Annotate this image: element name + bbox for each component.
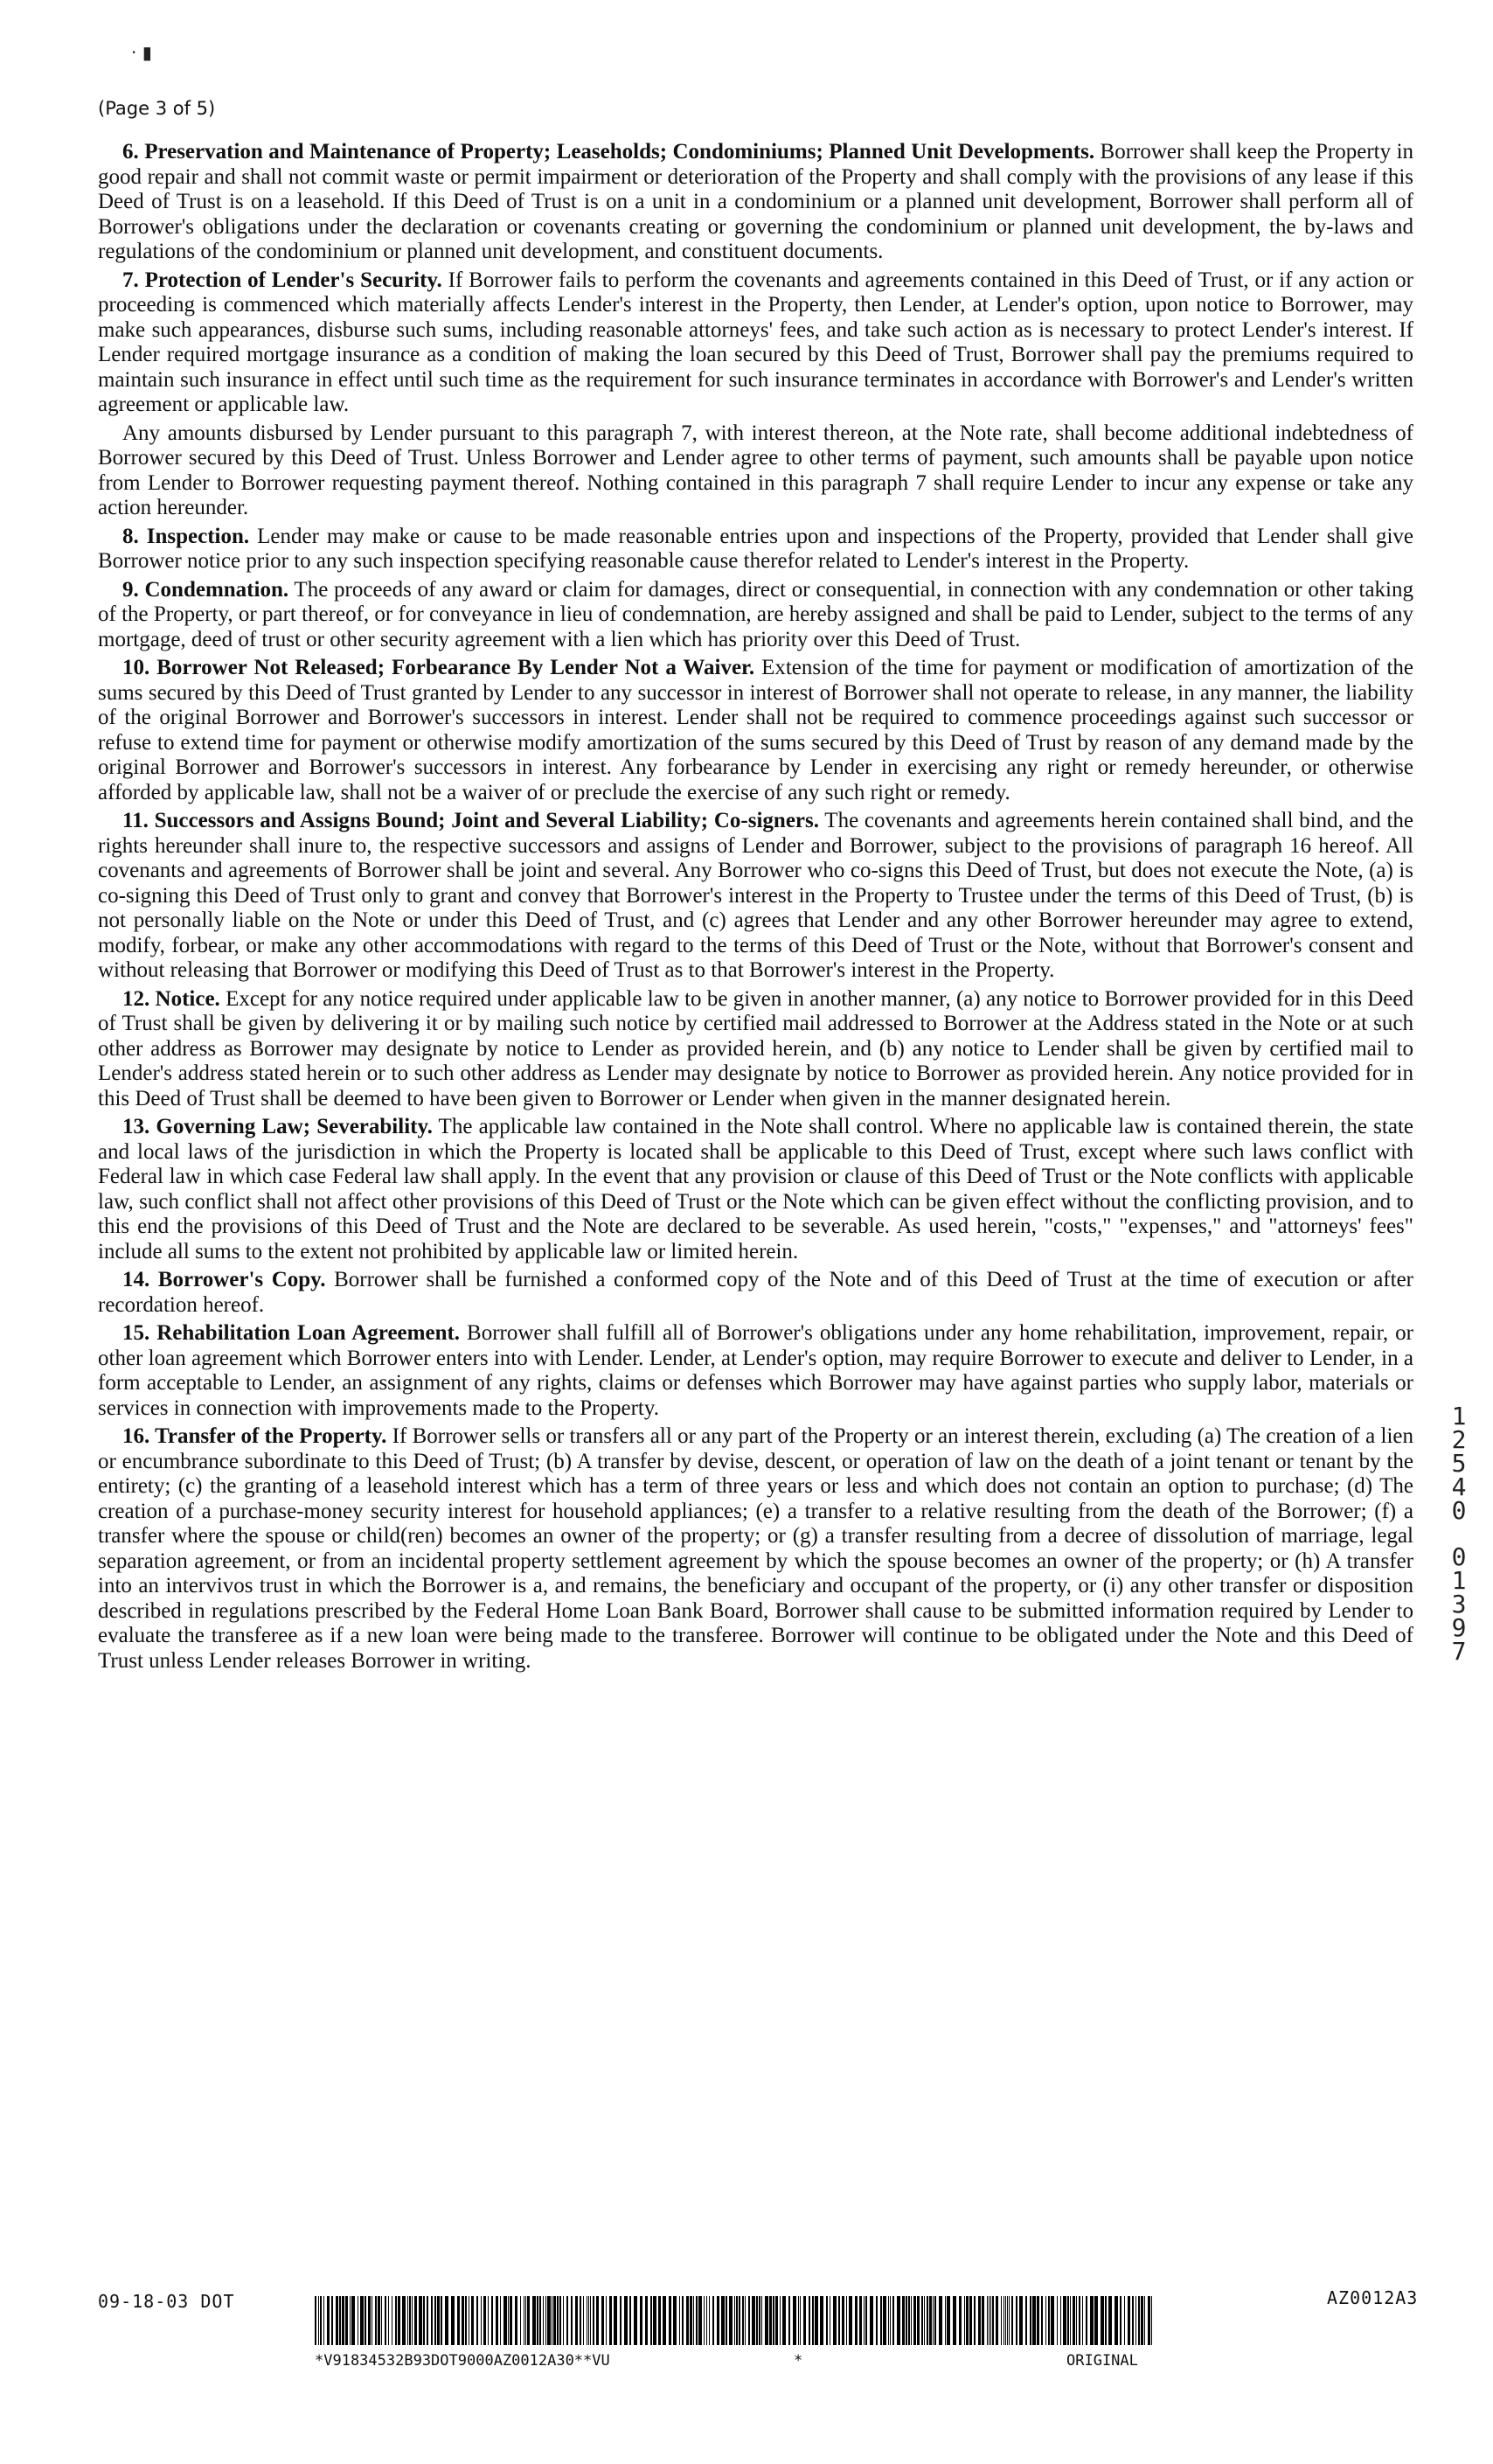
barcode-bar [331, 2296, 333, 2345]
barcode-bar [543, 2296, 544, 2345]
barcode-bar [712, 2296, 714, 2345]
section-heading: 7. Protection of Lender's Security. [122, 268, 442, 292]
section-heading: 16. Transfer of the Property. [122, 1424, 387, 1448]
barcode-bar [902, 2296, 905, 2345]
barcode-bar [690, 2296, 692, 2345]
barcode-bar [820, 2296, 823, 2345]
barcode-bar [423, 2296, 425, 2345]
barcode-bar [445, 2296, 448, 2345]
barcode-bar [838, 2296, 840, 2345]
barcode-bar [953, 2296, 956, 2345]
barcode-bar [434, 2296, 436, 2345]
barcode-bar [634, 2296, 637, 2345]
barcode-bar [1016, 2296, 1017, 2345]
barcode-bar [826, 2296, 828, 2345]
barcode-bar [803, 2296, 806, 2345]
section-paragraph [98, 1424, 1413, 1674]
barcode-bar [673, 2296, 677, 2345]
barcode-bar [500, 2296, 501, 2345]
barcode-bar [412, 2296, 413, 2345]
barcode-bar [385, 2296, 386, 2345]
barcode-bar [693, 2296, 694, 2345]
barcode-bar [833, 2296, 837, 2345]
barcode-bar [620, 2296, 622, 2345]
barcode-bar [888, 2296, 889, 2345]
barcode-bar [945, 2296, 946, 2345]
section-text: Any amounts disbursed by Lender pursuant to this paragraph 7, with interest thereon, at the Note rate, shall become additional indebtedness of Borrower secured by this Deed of Trust. Unless Borrower and Lender agree to other terms of payment, such amounts shall be payable upon notice from Lender to Borrower requesting payment thereof. Nothing contained in this paragraph 7 shall require Lender to incur any expense or take any action hereunder. [98, 421, 1413, 519]
barcode-bar [508, 2296, 509, 2345]
barcode-bar [1057, 2296, 1058, 2345]
side-number-bottom: 01397 [1451, 1542, 1467, 1666]
corner-marks: · ▮ [131, 42, 152, 63]
barcode-bar [682, 2296, 684, 2345]
section-paragraph [98, 809, 1413, 984]
page-number-label: (Page 3 of 5) [98, 98, 216, 119]
barcode-bar [315, 2296, 316, 2345]
barcode-bar [539, 2296, 541, 2345]
barcode-bar [409, 2296, 411, 2345]
barcode-bar [897, 2296, 900, 2345]
barcode-bar [1030, 2296, 1031, 2345]
barcode-bar [525, 2296, 526, 2345]
barcode-bar [1132, 2296, 1134, 2345]
barcode-bar [395, 2296, 397, 2345]
barcode-bar [624, 2296, 628, 2345]
barcode-bar [378, 2296, 380, 2345]
barcode-bar [1094, 2296, 1098, 2345]
section-paragraph [98, 525, 1413, 574]
barcode-bar [759, 2296, 760, 2345]
barcode-bar [721, 2296, 725, 2345]
barcode-bar [1063, 2296, 1066, 2345]
section-heading: 12. Notice. [122, 986, 220, 1011]
barcode-bar [1144, 2296, 1145, 2345]
barcode-bar [1105, 2296, 1107, 2345]
barcode-bar [698, 2296, 702, 2345]
section-text: Lender may make or cause to be made reasonable entries upon and inspections of the Property, provided that Lender shall give Borrower notice prior to any such inspection specifying reasonable cause therefor related to Lender's interest in the Property. [98, 524, 1413, 573]
barcode-bar [1045, 2296, 1046, 2345]
barcode-bar [679, 2296, 680, 2345]
barcode-bar [1019, 2296, 1023, 2345]
barcode-bar [933, 2296, 934, 2345]
barcode-bar [1003, 2296, 1004, 2345]
barcode-bar [1060, 2296, 1061, 2345]
section-paragraph [98, 578, 1413, 653]
barcode-bar [650, 2296, 652, 2345]
barcode-bar [756, 2296, 758, 2345]
barcode-bar [629, 2296, 631, 2345]
barcode-bar [658, 2296, 661, 2345]
barcode-bar [515, 2296, 517, 2345]
barcode-bar [1128, 2296, 1130, 2345]
barcode-bar [496, 2296, 498, 2345]
barcode-bar [663, 2296, 666, 2345]
section-paragraph [98, 421, 1413, 521]
barcode-bar [782, 2296, 786, 2345]
barcode-bar [327, 2296, 330, 2345]
barcode-bar [717, 2296, 719, 2345]
section-paragraph [98, 268, 1413, 418]
barcode-bar [939, 2296, 942, 2345]
section-text: The covenants and agreements herein contained shall bind, and the rights hereunder shall inure to, the respective successors and assigns of Lender and Borrower, subject to the provisions of paragraph 16 hereof. All covenants and agreements of Borrower shall be joint and several. Any Borrower who co-signs this Deed of Trust, but does not execute the Note, (a) is co-signing this Deed of Trust only to grant and convey that Borrower's interest in the Property to Trustee under the terms of this Deed of Trust, (b) is not personally liable on the Note or under this Deed of Trust, and (c) agrees that Lender and any other Borrower hereunder may agree to extend, modify, forbear, or make any other accommodations with regard to the terms of this Deed of Trust or the Note, without that Borrower's consent and without releasing that Borrower or modifying this Deed of Trust as to that Borrower's interest in the Property. [98, 809, 1413, 982]
barcode-bar [503, 2296, 507, 2345]
barcode-bar [520, 2296, 521, 2345]
barcode-bar [745, 2296, 746, 2345]
barcode-bar [696, 2296, 698, 2345]
barcode-bar [545, 2296, 546, 2345]
barcode-bar [1007, 2296, 1008, 2345]
barcode [315, 2296, 1156, 2345]
barcode-bar [583, 2296, 584, 2345]
barcode-bar [876, 2296, 878, 2345]
section-heading: 9. Condemnation. [122, 577, 289, 602]
section-text: Except for any notice required under applicable law to be given in another manner, (a) any notice to Borrower provided for in this Deed of Trust shall be given by delivering it or by mailing such notice by certified mail addressed to Borrower at the Address stated in the Note or at such other address as Borrower may designate by notice to Lender as provided herein, and (b) any notice to Lender shall be given by certified mail to Lender's address stated herein or to such other address as Lender may designate by notice to Borrower as provided herein. Any notice provided for in this Deed of Trust shall be deemed to have been given to Borrower or Lender when given in the manner designated herein. [98, 986, 1413, 1110]
original-label: ORIGINAL [1066, 2352, 1138, 2370]
section-heading: 13. Governing Law; Severability. [122, 1115, 433, 1138]
barcode-bar [1138, 2296, 1140, 2345]
section-text: Borrower shall be furnished a conformed copy of the Note and of this Deed of Trust at the time of execution or after recordation hereof. [98, 1268, 1413, 1317]
barcode-bar [921, 2296, 923, 2345]
barcode-bar [457, 2296, 460, 2345]
barcode-bar [483, 2296, 486, 2345]
barcode-bar [381, 2296, 382, 2345]
barcode-bar [593, 2296, 594, 2345]
barcode-bar [989, 2296, 990, 2345]
barcode-bar [441, 2296, 442, 2345]
barcode-bar [510, 2296, 512, 2345]
barcode-bar [788, 2296, 790, 2345]
barcode-bar [557, 2296, 559, 2345]
barcode-bar [588, 2296, 589, 2345]
barcode-bar [559, 2296, 561, 2345]
barcode-bar [706, 2296, 707, 2345]
barcode-bar [883, 2296, 886, 2345]
barcode-bar [870, 2296, 873, 2345]
barcode-bar [686, 2296, 689, 2345]
barcode-bar [709, 2296, 710, 2345]
barcode-bar [849, 2296, 852, 2345]
barcode-bar [913, 2296, 916, 2345]
barcode-bar [842, 2296, 844, 2345]
barcode-bar [987, 2296, 988, 2345]
barcode-bar [437, 2296, 440, 2345]
barcode-bar [729, 2296, 733, 2345]
barcode-bar [1101, 2296, 1104, 2345]
barcode-bar [1115, 2296, 1118, 2345]
barcode-bar [365, 2296, 366, 2345]
barcode-bar [1067, 2296, 1069, 2345]
barcode-bar [775, 2296, 778, 2345]
barcode-bar [351, 2296, 355, 2345]
barcode-bar [934, 2296, 936, 2345]
section-text: Extension of the time for payment or modification of amortization of the sums secured by this Deed of Trust granted by Lender to any successor in interest of Borrower shall not operate to release, in any manner, the liability of the original Borrower and Borrower's successors in interest. Lender shall not be required to commence proceedings against such successor or refuse to extend time for payment or otherwise modify amortization of the sums secured by this Deed of Trust by reason of any demand made by the original Borrower and Borrower's successors in interest. Any forbearance by Lender in exercising any right or remedy hereunder, or otherwise afforded by applicable law, shall not be a waiver of or preclude the exercise of any such right or remedy. [98, 656, 1413, 804]
barcode-bar [481, 2296, 482, 2345]
section-heading: 14. Borrower's Copy. [122, 1268, 326, 1291]
barcode-bar [669, 2296, 671, 2345]
barcode-bar [704, 2296, 705, 2345]
section-paragraph [98, 1268, 1413, 1318]
section-paragraph [98, 987, 1413, 1112]
barcode-bar [402, 2296, 406, 2345]
barcode-bar [1151, 2296, 1152, 2345]
barcode-bar [974, 2296, 976, 2345]
barcode-bar [547, 2296, 551, 2345]
barcode-bar [982, 2296, 984, 2345]
barcode-bar [1070, 2296, 1071, 2345]
barcode-bar [527, 2296, 530, 2345]
section-heading: 8. Inspection. [122, 524, 250, 548]
form-code-left: 09-18-03 DOT [98, 2291, 235, 2312]
barcode-bar [966, 2296, 969, 2345]
barcode-bar [752, 2296, 755, 2345]
barcode-bar [596, 2296, 599, 2345]
section-paragraph [98, 140, 1413, 265]
barcode-bar [323, 2296, 324, 2345]
barcode-bar [855, 2296, 858, 2345]
barcode-bar [462, 2296, 464, 2345]
barcode-bar [653, 2296, 656, 2345]
section-text: If Borrower sells or transfers all or any part of the Property or an interest therein, excluding (a) The creation of a lien or encumbrance subordinate to this Deed of Trust; (b) A transfer by devise, descent, or operation of law on the death of a joint tenant or tenant by the entirety; (c) the granting of a leasehold interest which has a term of three years or less and which does not contain an option to purchase; (d) The creation of a purchase-money security interest for household appliances; (e) a transfer to a relative resulting from the death of the Borrower; (f) a transfer where the spouse or child(ren) becomes an owner of the property; or (g) a transfer resulting from a decree of dissolution of marriage, legal separation agreement, or from an incidental property settlement agreement by which the spouse becomes an owner of the property; or (h) A transfer into an intervivos trust in which the Borrower is a, and remains, the beneficiary and occupant of the property, or (i) any other transfer or disposition described in regulations prescribed by the Federal Home Loan Bank Board, Borrower shall cause to be submitted information required by Lender to evaluate the transferee as if a new loan were being made to the transferee. Borrower will continue to be obligated under the Note and this Deed of Trust unless Lender releases Borrower in writing. [98, 1424, 1414, 1673]
barcode-bar [571, 2296, 573, 2345]
section-paragraph [98, 1321, 1413, 1421]
barcode-bar [736, 2296, 738, 2345]
barcode-bar [640, 2296, 642, 2345]
section-text: The proceeds of any award or claim for damages, direct or consequential, in connection with any condemnation or other taking of the Property, or part thereof, or for conveyance in lieu of condemnation, are hereby assigned and shall be paid to Lender, subject to the terms of any mortgage, deed of trust or other security agreement with a lien which has priority over this Deed of Trust. [98, 577, 1413, 651]
barcode-bar [532, 2296, 536, 2345]
barcode-bar [1148, 2296, 1150, 2345]
barcode-bar [465, 2296, 467, 2345]
barcode-bar [1041, 2296, 1043, 2345]
barcode-bar [476, 2296, 478, 2345]
barcode-bar [318, 2296, 319, 2345]
barcode-bar [1108, 2296, 1112, 2345]
section-heading: 6. Preservation and Maintenance of Property; Leaseholds; Condominiums; Planned Unit Developments. [122, 140, 1095, 164]
barcode-bar [488, 2296, 489, 2345]
barcode-bar [969, 2296, 972, 2345]
barcode-bar [924, 2296, 925, 2345]
barcode-bar [1120, 2296, 1121, 2345]
barcode-bar [1073, 2296, 1075, 2345]
section-paragraph [98, 1115, 1413, 1264]
barcode-bar [990, 2296, 991, 2345]
barcode-bar [1051, 2296, 1054, 2345]
barcode-bar [1082, 2296, 1083, 2345]
barcode-bar [793, 2296, 796, 2345]
barcode-bar [890, 2296, 891, 2345]
barcode-bar [1037, 2296, 1039, 2345]
barcode-bar [407, 2296, 408, 2345]
barcode-bar [601, 2296, 604, 2345]
barcode-bar [375, 2296, 377, 2345]
barcode-bar [726, 2296, 727, 2345]
barcode-bar [1090, 2296, 1094, 2345]
side-number-top: 12540 [1451, 1402, 1467, 1525]
barcode-bar [809, 2296, 810, 2345]
barcode-bar [800, 2296, 801, 2345]
barcode-bar [964, 2296, 965, 2345]
barcode-bar [345, 2296, 348, 2345]
barcode-bar [865, 2296, 867, 2345]
barcode-bar [798, 2296, 799, 2345]
section-text: The applicable law contained in the Note shall control. Where no applicable law is contained therein, the state and local laws of the jurisdiction in which the Property is located shall be applicable to this Deed of Trust, except where such laws conflict with Federal law in which case Federal law shall apply. In the event that any provision or clause of this Deed of Trust or the Note conflicts with applicable law, such conflict shall not affect other provisions of this Deed of Trust or the Note which can be given effect without the conflicting provision, and to this end the provisions of this Deed of Trust and the Note are declared to be severable. As used herein, "costs," "expenses," and "attorneys' fees" include all sums to the extent not prohibited by applicable law or limited herein. [98, 1115, 1413, 1263]
barcode-bar [609, 2296, 612, 2345]
barcode-bar [917, 2296, 920, 2345]
section-text: Borrower shall keep the Property in good repair and shall not commit waste or permit impairment or deterioration of the Property and shall comply with the provisions of any lease if this Deed of Trust is on a leasehold. If this Deed of Trust is on a unit in a condominium or a planned unit development, Borrower shall perform all of Borrower's obligations under the declaration or covenants creating or governing the condominium or planned unit development, the by-laws and regulations of the condominium or planned unit development, and constituent documents. [98, 140, 1414, 263]
barcode-star: * [794, 2352, 803, 2370]
barcode-bar [388, 2296, 389, 2345]
barcode-bar [419, 2296, 422, 2345]
barcode-bar [906, 2296, 907, 2345]
barcode-bar [880, 2296, 882, 2345]
barcode-bar [414, 2296, 417, 2345]
form-code-right: AZ0012A3 [1327, 2287, 1419, 2308]
barcode-bar [563, 2296, 564, 2345]
barcode-bar [1025, 2296, 1027, 2345]
barcode-bar [1135, 2296, 1136, 2345]
section-heading: 15. Rehabilitation Loan Agreement. [122, 1321, 461, 1345]
barcode-bar [1086, 2296, 1087, 2345]
barcode-bar [431, 2296, 433, 2345]
barcode-bar [537, 2296, 538, 2345]
section-heading: 11. Successors and Assigns Bound; Joint and Several Liability; Co-signers. [122, 809, 819, 832]
document-body [98, 140, 1413, 1677]
barcode-bar [553, 2296, 556, 2345]
barcode-bar [580, 2296, 581, 2345]
barcode-bar [645, 2296, 648, 2345]
barcode-bar [398, 2296, 400, 2345]
barcode-bar [773, 2296, 774, 2345]
barcode-bar [590, 2296, 591, 2345]
barcode-bar [471, 2296, 474, 2345]
barcode-bar [742, 2296, 744, 2345]
barcode-bar [342, 2296, 344, 2345]
barcode-bar [1124, 2296, 1125, 2345]
barcode-bar [566, 2296, 568, 2345]
barcode-bar [859, 2296, 862, 2345]
barcode-bar [761, 2296, 762, 2345]
barcode-bar [575, 2296, 578, 2345]
barcode-bar [1048, 2296, 1050, 2345]
barcode-bar [614, 2296, 617, 2345]
barcode-bar [339, 2296, 341, 2345]
barcode-bar [978, 2296, 981, 2345]
barcode-bar [947, 2296, 950, 2345]
section-text: If Borrower fails to perform the covenants and agreements contained in this Deed of Trust, or if any action or proceeding is commenced which materially affects Lender's interest in the Property, then Lender, at Lender's option, upon notice to Borrower, may make such appearances, disburse such sums, including reasonable attorneys' fees, and take such action as is necessary to protect Lender's interest. If Lender required mortgage insurance as a condition of making the loan secured by this Deed of Trust, Borrower shall pay the premiums required to maintain such insurance in effect until such time as the requirement for such insurance terminates in accordance with Borrower's and Lender's written agreement or applicable law. [98, 268, 1413, 416]
barcode-bar [927, 2296, 928, 2345]
barcode-bar [769, 2296, 772, 2345]
section-text: Borrower shall fulfill all of Borrower's obligations under any home rehabilitation, improvement, repair, or other loan agreement which Borrower enters into with Lender. Lender, at Lender's option, may require Borrower to execute and deliver to Lender, in a form acceptable to Lender, an assignment of any rights, claims or defenses which Borrower may have against parties who supply labor, materials or services in connection with improvements made to the Property. [98, 1321, 1413, 1420]
barcode-bar [1001, 2296, 1002, 2345]
barcode-bar [929, 2296, 932, 2345]
side-recording-number [1445, 1402, 1473, 1666]
barcode-bar [908, 2296, 910, 2345]
barcode-bar [911, 2296, 912, 2345]
barcode-bar [959, 2296, 962, 2345]
barcode-bar [748, 2296, 750, 2345]
section-paragraph [98, 656, 1413, 805]
barcode-bar [427, 2296, 428, 2345]
barcode-bar [1076, 2296, 1077, 2345]
barcode-bar [1005, 2296, 1006, 2345]
barcode-bar [368, 2296, 371, 2345]
barcode-bar [812, 2296, 814, 2345]
barcode-bar [892, 2296, 894, 2345]
barcode-bar [734, 2296, 735, 2345]
barcode-bar [360, 2296, 364, 2345]
barcode-bar [1011, 2296, 1013, 2345]
barcode-bar [739, 2296, 740, 2345]
barcode-bar [491, 2296, 493, 2345]
barcode-bar [451, 2296, 455, 2345]
barcode-bar [1032, 2296, 1036, 2345]
barcode-bar [1141, 2296, 1143, 2345]
section-heading: 10. Borrower Not Released; Forbearance By Lender Not a Waiver. [122, 656, 755, 679]
barcode-bar [846, 2296, 847, 2345]
barcode-bar [815, 2296, 818, 2345]
barcode-bar [864, 2296, 865, 2345]
barcode-bar [765, 2296, 768, 2345]
barcode-bar [320, 2296, 322, 2345]
barcode-bar [336, 2296, 338, 2345]
barcode-bar [1079, 2296, 1080, 2345]
barcode-bar [1009, 2296, 1010, 2345]
barcode-text: *V91834532B93DOT9000AZ0012A30**VU [315, 2352, 610, 2370]
barcode-bar [606, 2296, 607, 2345]
barcode-bar [350, 2296, 351, 2345]
barcode-bar [992, 2296, 994, 2345]
barcode-bar [996, 2296, 998, 2345]
barcode-bar [780, 2296, 781, 2345]
